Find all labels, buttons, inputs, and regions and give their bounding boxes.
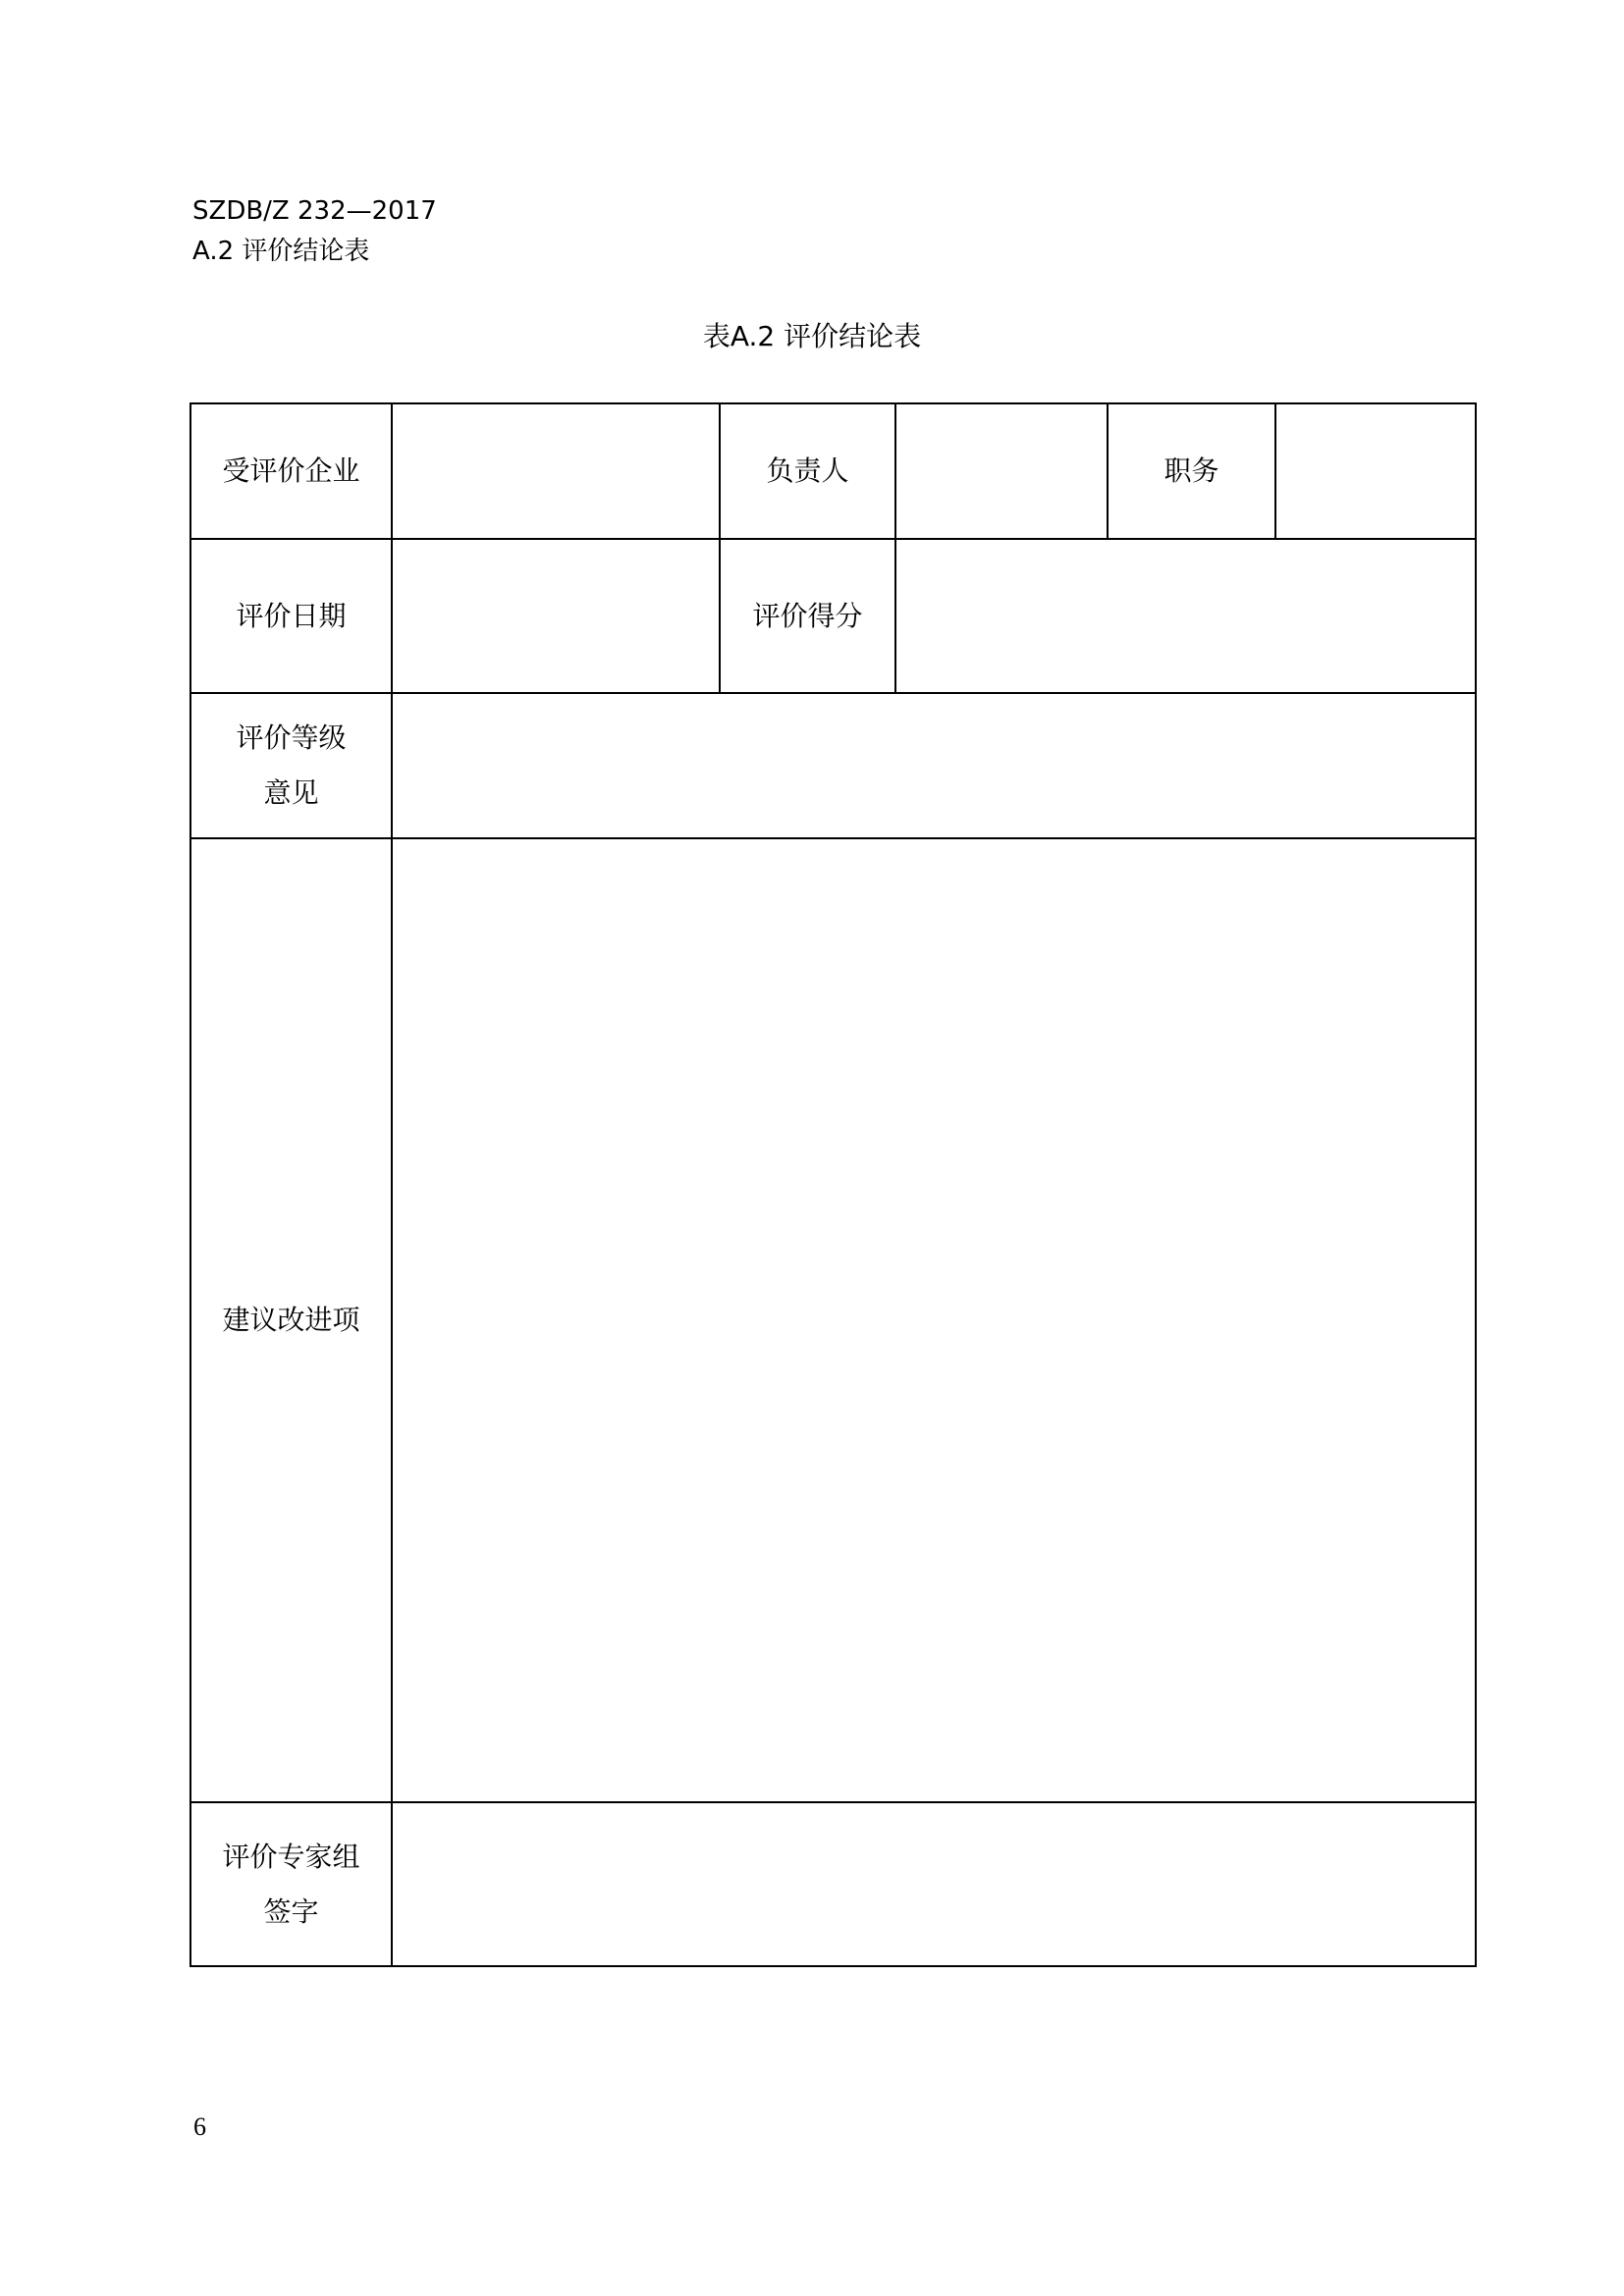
expert-signature-label-line1: 评价专家组 — [222, 1840, 360, 1873]
page-number: 6 — [193, 2112, 206, 2141]
expert-signature-label-line2: 签字 — [263, 1895, 319, 1928]
table-row-signature — [190, 1802, 1476, 1966]
position-label: 职务 — [1108, 403, 1275, 539]
evaluation-grade-value-field[interactable] — [392, 693, 1476, 838]
evaluation-date-label: 评价日期 — [190, 539, 392, 693]
table-row-date-score — [190, 539, 1476, 693]
evaluation-conclusion-table — [189, 402, 1477, 1967]
evaluation-score-value-field[interactable] — [895, 539, 1476, 693]
evaluation-grade-label-line1: 评价等级 — [236, 721, 347, 754]
enterprise-label: 受评价企业 — [190, 403, 392, 539]
table-row-grade — [190, 693, 1476, 838]
improvement-items-label: 建议改进项 — [190, 838, 392, 1802]
improvement-items-value-field[interactable] — [392, 838, 1476, 1802]
table-row-enterprise — [190, 403, 1476, 539]
table-row-improvement — [190, 838, 1476, 1802]
expert-signature-label — [190, 1802, 392, 1966]
responsible-person-value-field[interactable] — [895, 403, 1108, 539]
position-value-field[interactable] — [1275, 403, 1476, 539]
evaluation-score-label: 评价得分 — [720, 539, 895, 693]
responsible-person-label: 负责人 — [720, 403, 895, 539]
expert-signature-value-field[interactable] — [392, 1802, 1476, 1966]
section-heading: A.2 评价结论表 — [192, 237, 370, 266]
table-caption: 表A.2 评价结论表 — [702, 320, 922, 352]
evaluation-grade-label — [190, 693, 392, 838]
evaluation-date-value-field[interactable] — [392, 539, 720, 693]
evaluation-grade-label-line2: 意见 — [263, 776, 319, 809]
enterprise-value-field[interactable] — [392, 403, 720, 539]
standard-code: SZDB/Z 232—2017 — [192, 196, 437, 226]
